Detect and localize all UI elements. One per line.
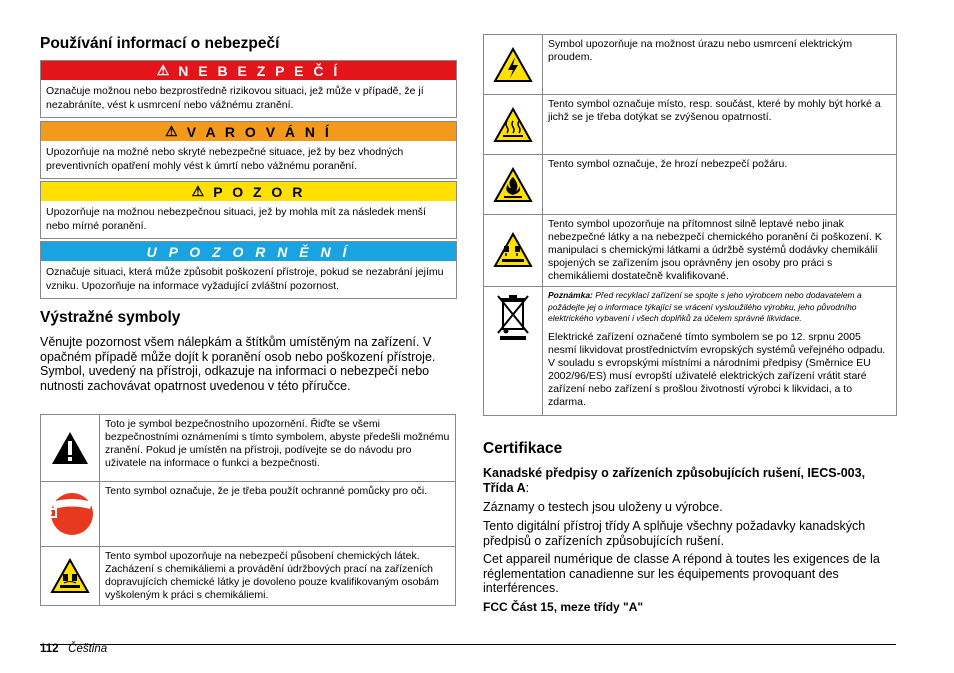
danger-text: Označuje možnou nebo bezprostředně rizikovou situaci, jež může v případě, že jí nezabráníte, vést k usmrcení nebo vážnému zranění. — [46, 85, 424, 111]
cert-paragraph-2: Tento digitální přístroj třídy A splňuje všechny požadavky kanadských předpisů o zařízeních způsobujících rušení. — [483, 519, 866, 548]
section-heading-warning-symbols: Výstražné symboly — [40, 309, 181, 326]
canada-heading-colon: : — [525, 480, 530, 495]
section-heading-hazard-info: Používání informací o nebezpečí — [40, 35, 280, 52]
table-row — [484, 287, 897, 416]
note-text: Před recyklací zařízení se spojte s jeho výrobcem nebo dodavatelem a požádejte jej o informace týkající se vrácení vysloužilého výrobku, jeho původního elektrického vybavení i všech doplňků za účelem správné likvidace. — [548, 290, 862, 323]
warning-triangle-icon: ⚠ — [156, 62, 173, 78]
table-row — [484, 155, 897, 215]
caution-label: P O Z O R — [213, 183, 306, 200]
canada-heading — [483, 466, 893, 495]
fire-hazard-icon — [493, 167, 533, 203]
weee-text: Elektrické zařízení označené tímto symbolem se po 12. srpnu 2005 nesmí likvidovat prostřednictvím evropských systémů veřejného odpadu. V souladu s evropskými místními a národními předpisy (Směrnice EU 2002/96/ES) musí evropští uživatelé elektrických zařízení vrátit staré zařízení nebo zařízení s prošlou životností výrobci k likvidaci, a to zdarma. — [548, 330, 886, 408]
weee-crossed-bin-icon — [495, 293, 531, 341]
corrosive-icon — [493, 232, 533, 268]
table-row — [41, 415, 456, 482]
symbol-text: Tento symbol upozorňuje na nebezpečí působení chemických látek. Zacházení s chemikáliemi a provádění údržbových prací na zařízeních dopravujících chemické látky je dovoleno pouze kvalifikovaným osobám vyškoleným k práci s chemikáliemi. — [100, 547, 456, 606]
chemical-hazard-icon — [50, 558, 90, 594]
notice-text: Označuje situaci, která může způsobit poškození přístroje, pokud se nezabrání jejímu vzniku. Upozorňuje na informace vyžadující zvláštní pozornost. — [46, 266, 444, 292]
symbol-text: Toto je symbol bezpečnostního upozornění. Řiďte se všemi bezpečnostními oznámeními s tímto symbolem, abyste předešli možnému zranění. Pokud je umístěn na přístroji, podívejte se do návodu pro uživatele na informace o funkci a bezpečnosti. — [100, 415, 456, 482]
footer-language: Čeština — [68, 643, 108, 655]
cert-paragraph-3: Cet appareil numérique de classe A répond à toutes les exigences de la réglementation canadienne sur les équipements provoquant des interférences. — [483, 552, 880, 595]
canada-heading-text: Kanadské předpisy o zařízeních způsobujících rušení, IECS-003, Třída A — [483, 466, 866, 495]
table-row — [484, 35, 897, 95]
eye-protection-icon — [46, 490, 94, 538]
warning-triangle-icon: ⚠ — [191, 183, 208, 199]
caution-text: Upozorňuje na možnou nebezpečnou situaci, jež by mohla mít za následek menší nebo mírné poranění. — [46, 206, 426, 232]
danger-label: N E B E Z P E Č Í — [178, 62, 341, 79]
table-row — [484, 95, 897, 155]
weee-note — [548, 290, 891, 325]
right-symbol-table — [483, 34, 897, 416]
fcc-heading: FCC Část 15, meze třídy "A" — [483, 600, 644, 614]
notice-bar — [41, 242, 456, 261]
page-number: 112 — [40, 643, 59, 655]
page-footer — [40, 643, 107, 655]
symbol-text: Tento symbol označuje místo, resp. součást, které by mohly být horké a jichž se je třeba dotýkat se zvýšenou opatrností. — [543, 95, 897, 155]
notice-box — [40, 241, 457, 299]
table-row — [41, 482, 456, 547]
warning-text: Upozorňuje na možné nebo skryté nebezpečné situace, jež by bez vhodných preventivních opatření mohly vést k úmrtí nebo vážnému poranění. — [46, 146, 404, 172]
electrical-hazard-icon — [493, 47, 533, 83]
general-warning-icon — [50, 430, 90, 466]
caution-bar — [41, 182, 456, 201]
symbol-text: Tento symbol označuje, že je třeba použít ochranné pomůcky pro oči. — [100, 482, 456, 547]
symbol-text: Symbol upozorňuje na možnost úrazu nebo usmrcení elektrickým proudem. — [543, 35, 897, 95]
warning-bar — [41, 122, 456, 141]
danger-bar — [41, 61, 456, 80]
footer-divider — [40, 644, 896, 645]
note-label: Poznámka: — [548, 290, 593, 300]
warning-box — [40, 121, 457, 179]
left-symbol-table — [40, 414, 456, 606]
caution-box — [40, 181, 457, 239]
warning-label: V A R O V Á N Í — [186, 123, 332, 140]
symbol-text: Tento symbol upozorňuje na přítomnost silně leptavé nebo jinak nebezpečné látky a na nebezpečí chemického poranění či poškození. K manipulaci s chemickými látkami a údržbě systémů dodávky chemikálií spojených se zařízením jsou oprávněny jen osoby pro práci s chemikáliemi dostatečně kvalifikované. — [543, 215, 897, 287]
danger-box — [40, 60, 457, 118]
table-row — [41, 547, 456, 606]
symbol-text: Tento symbol označuje, že hrozí nebezpečí požáru. — [543, 155, 897, 215]
cert-paragraph-1: Záznamy o testech jsou uloženy u výrobce. — [483, 500, 723, 514]
symbols-intro: Věnujte pozornost všem nálepkám a štítkům umístěným na zařízení. V opačném případě může dojít k poranění osob nebo poškození přístroje. Symbol, uvedený na přístroji, odkazuje na informaci o nebezpečí nebo nutnosti zachovávat opatrnost uvedenou v této příručce. — [40, 335, 436, 393]
hot-surface-icon — [493, 107, 533, 143]
section-heading-certification: Certifikace — [483, 440, 563, 457]
table-row — [484, 215, 897, 287]
notice-label: U P O Z O R N Ě N Í — [146, 243, 351, 260]
warning-triangle-icon: ⚠ — [165, 123, 181, 139]
